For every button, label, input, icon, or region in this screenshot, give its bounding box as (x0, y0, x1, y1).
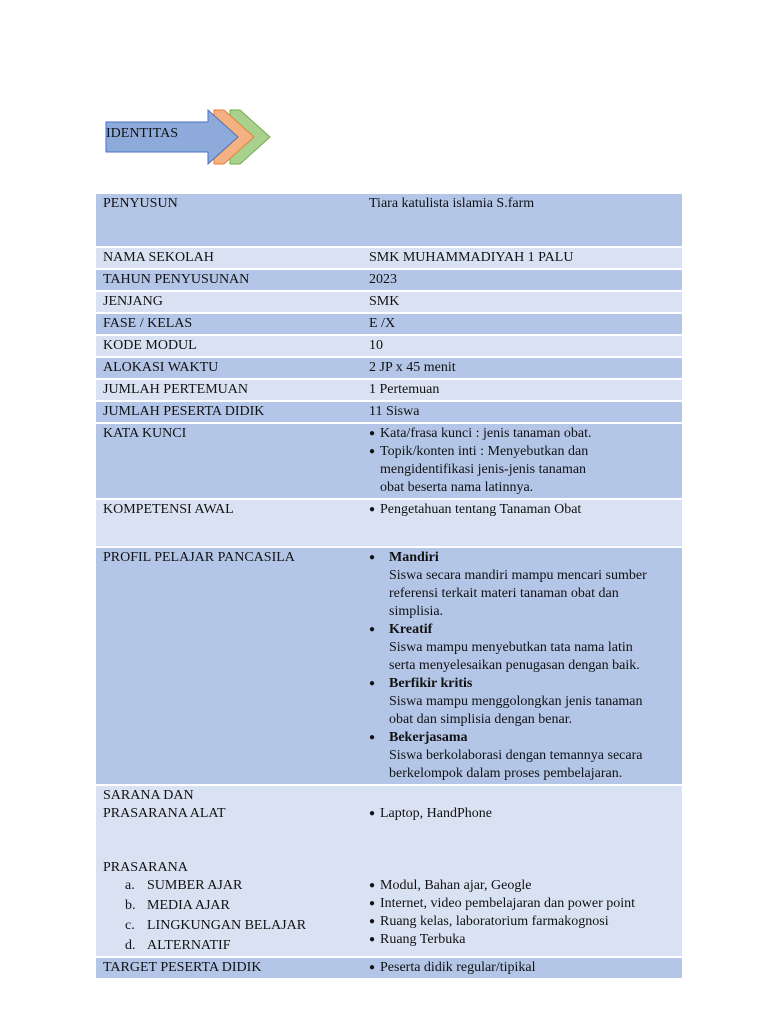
profile-title: ● Berfikir kritis (389, 676, 473, 691)
list-item: c. LINGKUNGAN BELAJAR (125, 918, 307, 933)
row-value: SMK (362, 291, 682, 313)
row-value: 10 (362, 335, 682, 357)
list-item: ● Modul, Bahan ajar, Geogle (369, 877, 676, 895)
row-value (362, 499, 682, 547)
row-label: KODE MODUL (96, 335, 362, 357)
row-label: JUMLAH PESERTA DIDIK (96, 401, 362, 423)
row-value: 1 Pertemuan (362, 379, 682, 401)
identitas-label: IDENTITAS (106, 126, 178, 141)
list-item: ● Kata/frasa kunci : jenis tanaman obat. (369, 425, 604, 443)
list-item (369, 621, 659, 675)
profile-desc: Siswa secara mandiri mampu mencari sumber referensi terkait materi tanaman obat dan simplisia. (389, 568, 647, 619)
row-label: KATA KUNCI (96, 423, 362, 499)
profile-title: ● Bekerjasama (389, 730, 468, 745)
row-value (362, 423, 682, 499)
row-label: JENJANG (96, 291, 362, 313)
list-item: d. ALTERNATIF (125, 938, 231, 953)
row-label: KOMPETENSI AWAL (96, 499, 362, 547)
row-label: TAHUN PENYUSUNAN (96, 269, 362, 291)
row-peserta (96, 401, 682, 423)
row-tahun (96, 269, 682, 291)
row-jenjang (96, 291, 682, 313)
row-value (362, 957, 682, 979)
list-item: ● Peserta didik regular/tipikal (369, 959, 676, 977)
list-item: ● Ruang kelas, laboratorium farmakognosi (369, 913, 676, 931)
row-label: PENYUSUN (96, 194, 362, 247)
sarana-label-line1: SARANA DAN (103, 788, 194, 803)
row-target (96, 957, 682, 979)
row-label: FASE / KELAS (96, 313, 362, 335)
row-profil (96, 547, 682, 785)
row-label: NAMA SEKOLAH (96, 247, 362, 269)
row-value (362, 785, 682, 957)
list-item (369, 675, 659, 729)
row-label: PROFIL PELAJAR PANCASILA (96, 547, 362, 785)
identitas-arrow-graphic (104, 108, 274, 168)
list-item (369, 549, 659, 621)
row-fase (96, 313, 682, 335)
row-nama-sekolah (96, 247, 682, 269)
prasarana-sub-list (103, 877, 356, 955)
row-label: JUMLAH PERTEMUAN (96, 379, 362, 401)
sarana-label-line2: PRASARANA ALAT (103, 806, 226, 821)
profile-desc: Siswa mampu menggolongkan jenis tanaman obat dan simplisia dengan benar. (389, 694, 643, 727)
row-alokasi (96, 357, 682, 379)
list-item: a. SUMBER AJAR (125, 878, 243, 893)
profile-title: ● Mandiri (389, 550, 439, 565)
row-value: Tiara katulista islamia S.farm (362, 194, 682, 247)
row-label: TARGET PESERTA DIDIK (96, 957, 362, 979)
row-value: 2023 (362, 269, 682, 291)
list-item: ● Internet, video pembelajaran dan power point (369, 895, 676, 913)
list-item (369, 729, 659, 783)
list-item: b. MEDIA AJAR (125, 898, 230, 913)
row-pertemuan (96, 379, 682, 401)
profile-desc: Siswa mampu menyebutkan tata nama latin serta menyelesaikan penugasan dengan baik. (389, 640, 640, 673)
row-value: E /X (362, 313, 682, 335)
row-kata-kunci (96, 423, 682, 499)
row-label (96, 785, 362, 957)
row-label: ALOKASI WAKTU (96, 357, 362, 379)
row-penyusun (96, 194, 682, 247)
row-kompetensi (96, 499, 682, 547)
row-kode (96, 335, 682, 357)
list-item: ● Topik/konten inti : Menyebutkan dan mengidentifikasi jenis-jenis tanaman obat beserta nama latinnya. (369, 443, 604, 497)
list-item: ● Laptop, HandPhone (369, 805, 676, 823)
row-value: SMK MUHAMMADIYAH 1 PALU (362, 247, 682, 269)
profile-desc: Siswa berkolaborasi dengan temannya secara berkelompok dalam proses pembelajaran. (389, 748, 643, 781)
profile-title: ● Kreatif (389, 622, 433, 637)
row-value: 2 JP x 45 menit (362, 357, 682, 379)
list-item: ● Ruang Terbuka (369, 931, 676, 949)
row-value (362, 547, 682, 785)
row-value: 11 Siswa (362, 401, 682, 423)
list-item: ● Pengetahuan tentang Tanaman Obat (369, 501, 676, 519)
identity-table (96, 194, 682, 980)
prasarana-label: PRASARANA (103, 860, 188, 875)
row-sarana (96, 785, 682, 957)
